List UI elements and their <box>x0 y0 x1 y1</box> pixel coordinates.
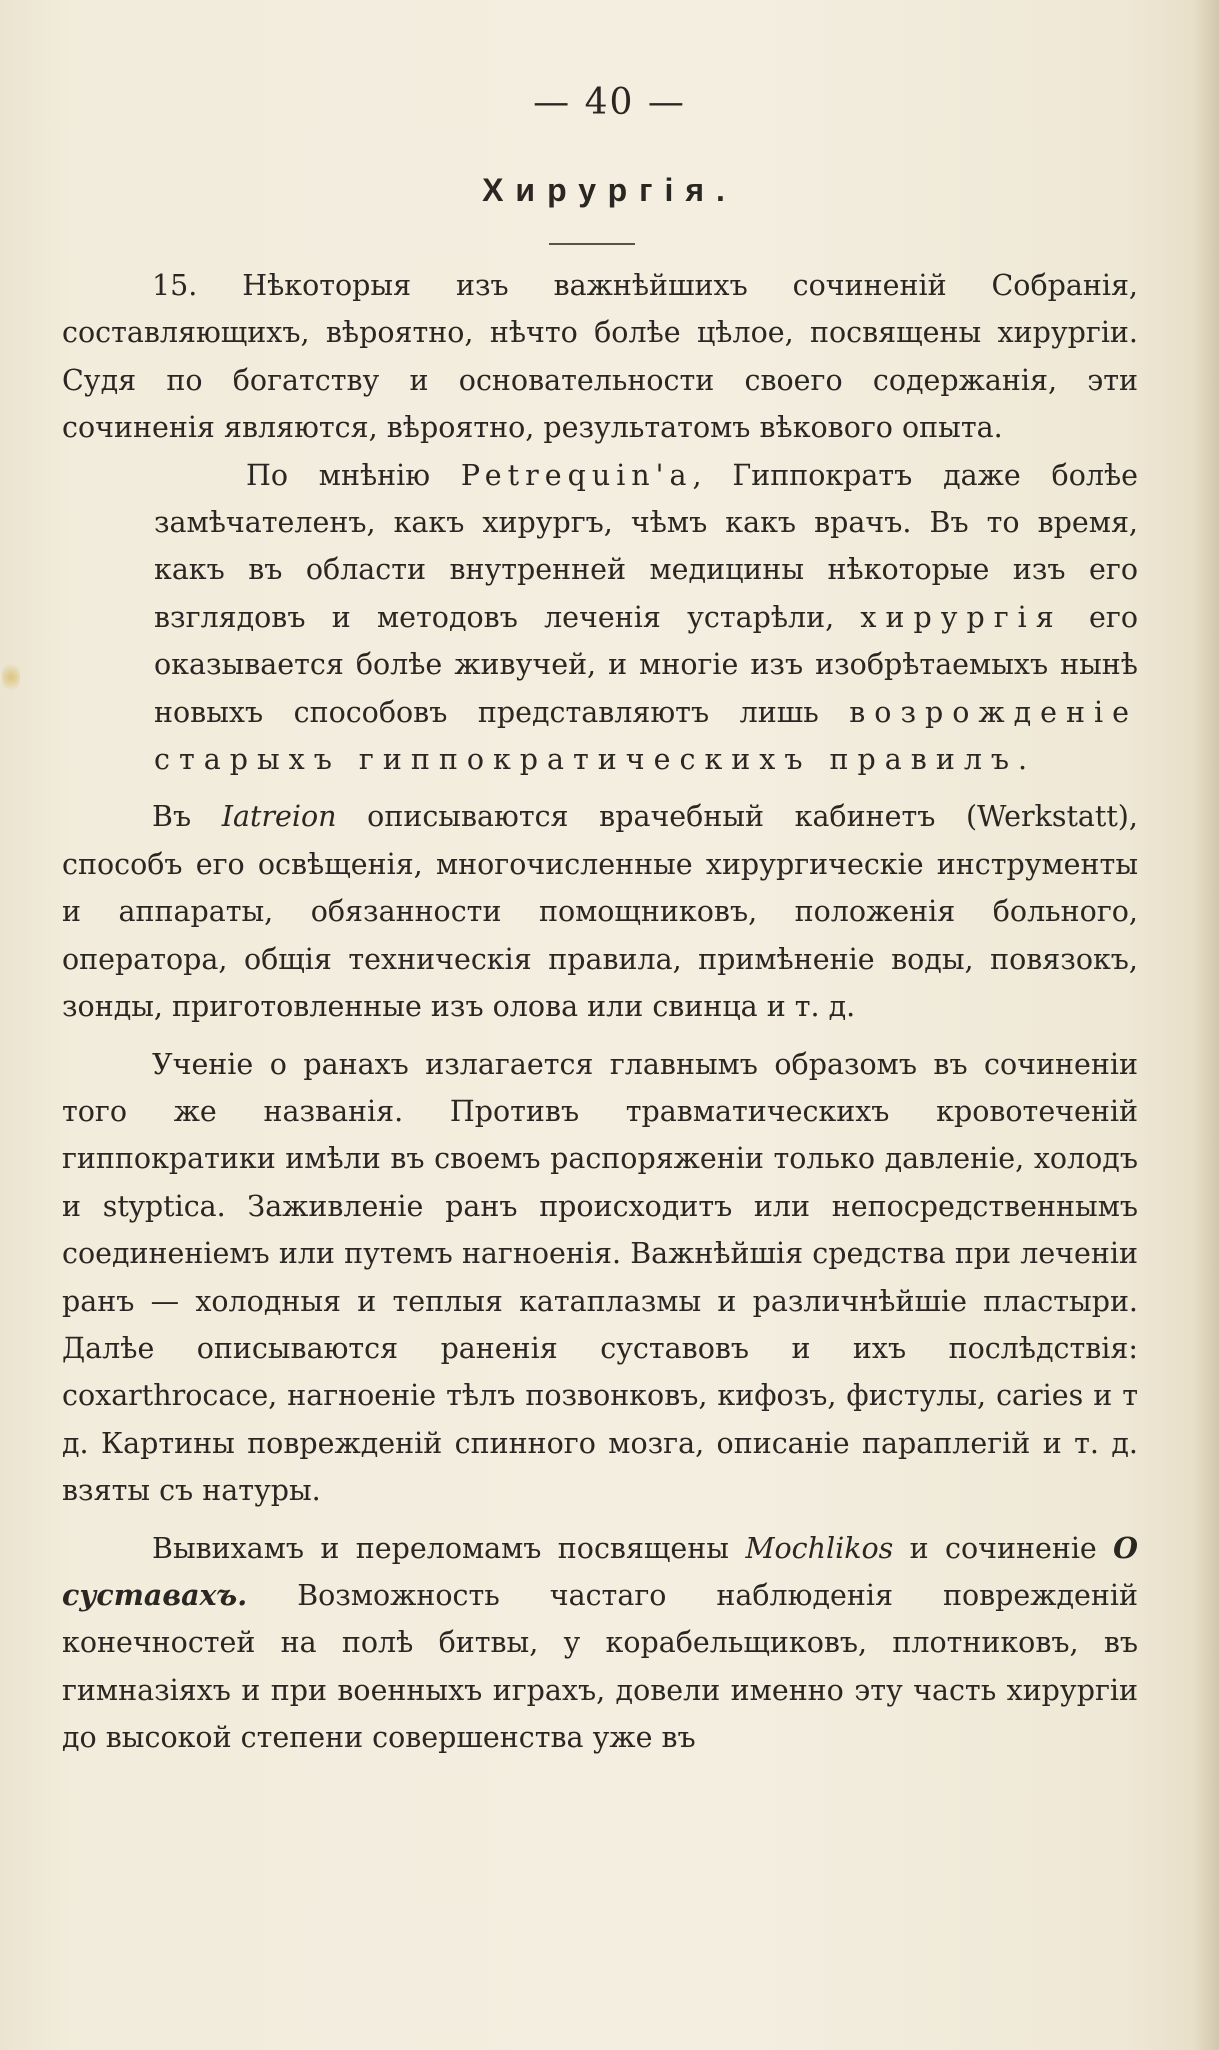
mochlikos-title: Mochlikos <box>745 1531 894 1565</box>
paragraph-gap <box>62 783 1138 793</box>
quote-text-a: По мнѣнію <box>246 458 461 492</box>
paragraph-dislocations <box>62 1525 1138 1762</box>
page-edge-shadow <box>1193 0 1219 2050</box>
quote-text-c: его оказывается болѣе живучей, и многіе изъ изобрѣтаемыхъ нынѣ новыхъ способовъ представляютъ лишь <box>154 600 1138 729</box>
paper-stain <box>2 660 20 694</box>
body-text <box>62 262 1138 1762</box>
dislocations-text-a: Вывихамъ и переломамъ посвящены <box>152 1531 746 1565</box>
paragraph-gap <box>62 1515 1138 1525</box>
paragraph-iatreion <box>62 793 1138 1030</box>
page-number-header: — 40 — <box>533 82 686 123</box>
joints-title: О суставахъ. <box>62 1530 1138 1612</box>
revival-emphasis: возрожденіе старыхъ гиппократическихъ правилъ. <box>154 695 1138 777</box>
iatreion-title: Iatreion <box>221 800 337 834</box>
title-divider <box>549 243 635 245</box>
paragraph-wounds: Ученіе о ранахъ излагается главнымъ образомъ въ сочиненіи того же названія. Противъ травматическихъ кровотеченій гиппократики имѣли въ своемъ распоряженіи только давленіе, холодъ и styptica. Заживленіе ранъ происходитъ или непосредственнымъ соединеніемъ или путемъ нагноенія. Важнѣйшія средства при леченіи ранъ — холодныя и теплыя катаплазмы и различнѣйшіе пластыри. Далѣе описываются раненія суставовъ и ихъ послѣдствія: coxarthrocace, нагноеніе тѣлъ позвонковъ, кифозъ, фистулы, caries и т д. Картины поврежденій спинного мозга, описаніе параплегій и т. д. взяты съ натуры. <box>62 1047 1138 1508</box>
quote-text-b: , Гиппократъ даже болѣе замѣчателенъ, какъ хирургъ, чѣмъ какъ врачъ. Въ то время, какъ въ области внутренней медицины нѣкоторые изъ его взглядовъ и методовъ леченія устарѣли, <box>154 458 1139 634</box>
section-title: Хирургія. <box>482 172 737 208</box>
petrequin-name: Petrequin'а <box>460 458 693 492</box>
iatreion-text-a: Въ <box>152 800 222 834</box>
iatreion-text-b: описываются врачебный кабинетъ (Werkstatt), способъ его освѣщенія, многочисленные хирургическіе инструменты и аппараты, обязанности помощниковъ, положенія больного, оператора, общія техническія правила, примѣненіе воды, повязокъ, зонды, приготовленные изъ олова или свинца и т. д. <box>62 800 1138 1024</box>
paragraph-petrequin-quote <box>154 452 1138 784</box>
surgery-emphasis: хирургія <box>860 600 1063 634</box>
paragraph-gap <box>62 1031 1138 1041</box>
dislocations-text-b: и сочиненіе <box>893 1531 1114 1565</box>
dislocations-text-c: Возможность частаго наблюденія поврежденій конечностей на полѣ битвы, у корабельщиковъ, плотниковъ, въ гимназіяхъ и при военныхъ играхъ, довели именно эту часть хирургіи до высокой степени совершенства уже въ <box>62 1578 1138 1755</box>
paragraph-15: 15. Нѣкоторыя изъ важнѣйшихъ сочиненій Собранія, составляющихъ, вѣроятно, нѣчто болѣе цѣлое, посвящены хирургіи. Судя по богатству и основательности своего содержанія, эти сочиненія являются, вѣроятно, результатомъ вѣкового опыта. <box>62 269 1138 445</box>
